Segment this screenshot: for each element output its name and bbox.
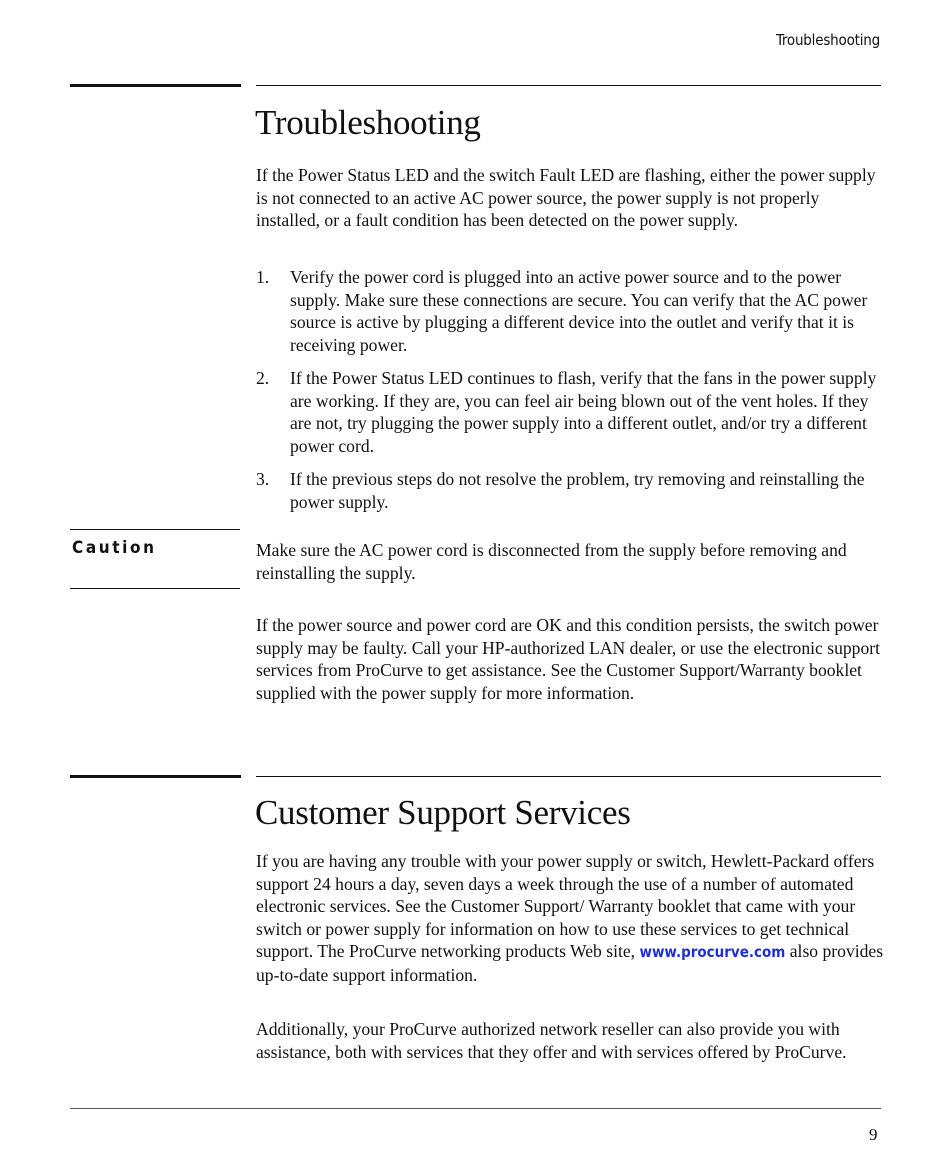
step-text: If the Power Status LED continues to flash, verify that the fans in the power supply are working. If they are, you can feel air being blown out of the vent holes. If they are not, try plugging the power supply into a different outlet, and/or try a different power cord.	[290, 368, 877, 456]
support-paragraph-1	[256, 850, 884, 987]
procurve-website-link[interactable]: www.procurve.com	[639, 943, 786, 962]
step-number: 2.	[256, 368, 270, 388]
caution-rule-top	[70, 529, 240, 530]
step-number: 3.	[256, 469, 270, 489]
section-rule-thick	[70, 84, 241, 87]
caution-rule-bottom	[70, 588, 240, 589]
support-paragraph-2: Additionally, your ProCurve authorized network reseller can also provide you with assistance, both with services that they offer and with services offered by ProCurve.	[256, 1019, 847, 1062]
troubleshooting-intro: If the Power Status LED and the switch Fault LED are flashing, either the power supply is not connected to an active AC power source, the power supply is not properly installed, or a fault condition has been detected on the power supply.	[256, 165, 876, 231]
support-heading: Customer Support Services	[255, 793, 631, 832]
section-rule-thick	[70, 775, 241, 778]
troubleshooting-closing: If the power source and power cord are OK and this condition persists, the switch power supply may be faulty. Call your HP-authorized LAN dealer, or use the electronic support services from ProCurve to get assistance. See the Customer Support/Warranty booklet supplied with the power supply for more information.	[256, 615, 881, 703]
troubleshooting-heading: Troubleshooting	[255, 103, 481, 142]
running-head: Troubleshooting	[776, 31, 880, 49]
section-rule-thin	[256, 776, 881, 777]
caution-text: Make sure the AC power cord is disconnected from the supply before removing and reinstalling the supply.	[256, 540, 847, 583]
step-number: 1.	[256, 267, 270, 287]
support-paragraph-1-text: If you are having any trouble with your power supply or switch, Hewlett-Packard offers support 24 hours a day, seven days a week through the use of a number of automated electronic services. See the Customer Support/ Warranty booklet that came with your switch or power supply for information on how to use these services to get technical support. The ProCurve networking products Web site,	[256, 851, 875, 962]
step-text: If the previous steps do not resolve the problem, try removing and reinstalling the power supply.	[290, 469, 865, 512]
support-paragraph-1-tail: also provides up-to-date support information.	[256, 941, 884, 985]
section-rule-thin	[256, 85, 881, 86]
caution-label: Caution	[72, 538, 157, 558]
step-text: Verify the power cord is plugged into an active power source and to the power supply. Make sure these connections are secure. You can verify that the AC power source is active by plugging a different device into the outlet and verify that it is receiving power.	[290, 267, 868, 355]
footer-rule	[70, 1108, 881, 1109]
page-number: 9	[869, 1125, 878, 1144]
